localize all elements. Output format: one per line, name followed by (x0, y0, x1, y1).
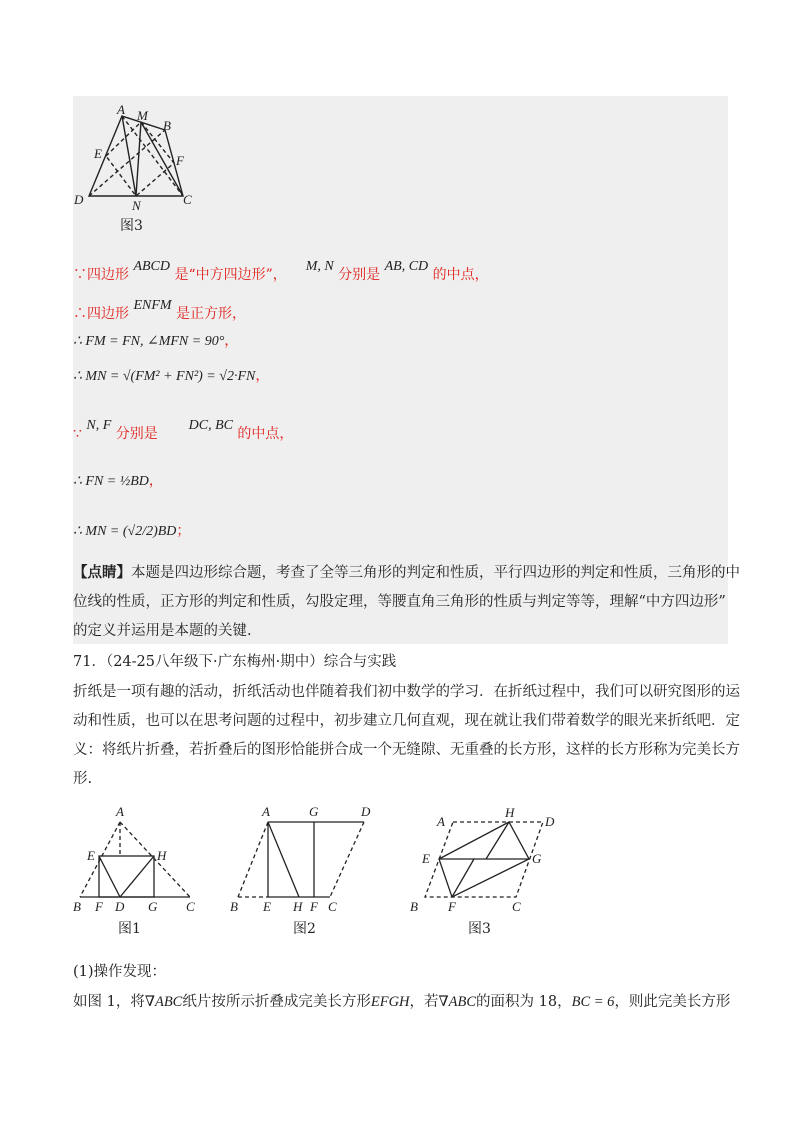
fig1-label-B: B (73, 899, 81, 914)
intro-line-1: 折纸是一项有趣的活动，折纸活动也伴随着我们初中数学的学习．在折纸过程中，我们可以研究图形的运 (73, 684, 740, 700)
intro-line-4: 形. (73, 771, 93, 787)
problem-figure-3 (405, 800, 570, 915)
fig2-label-E: E (263, 899, 271, 914)
fig3-label-F: F (448, 899, 456, 914)
fig3-label-G: G (532, 851, 542, 866)
fig2-label-C: C (328, 899, 337, 914)
fig3-label-A: A (437, 814, 445, 829)
intro-line-2: 动和性质，也可以在思考问题的过程中，初步建立几何直观，现在就让我们带着数学的眼光来折纸吧．定 (73, 713, 740, 729)
comment-line-2: 位线的性质，正方形的判定和性质，勾股定理，等腰直角三角形的性质与判定等等，理解“中方四边形” (73, 594, 726, 610)
comment-paragraph (73, 558, 740, 646)
fig3-label-H: H (505, 805, 515, 820)
comment-line-3: 的定义并运用是本题的关键. (73, 623, 252, 639)
fig2-label-A: A (262, 804, 270, 819)
because-symbol: ∵ (73, 267, 87, 283)
fig3-caption: 图3 (468, 921, 491, 937)
fig2-label-H: H (293, 899, 303, 914)
part1-title: (1)操作发现： (73, 964, 167, 980)
side-ab (238, 822, 268, 897)
comment-line-1: 【点睛】本题是四边形综合题，考查了全等三角形的判定和性质，平行四边形的判定和性质，三角形的中 (73, 564, 740, 581)
problem-header: 71．（24-25八年级下·广东梅州·期中）综合与实践 (73, 654, 397, 670)
side-ac (120, 822, 190, 897)
because-symbol: ∵ (73, 426, 82, 442)
fig3-label-B: B (410, 899, 418, 914)
problem-figure-2 (226, 800, 386, 915)
therefore-symbol: ∴ (73, 306, 87, 322)
side-dc (330, 822, 364, 897)
part1-text: 如图 1，将∇ABC纸片按所示折叠成完美长方形EFGH，若∇ABC的面积为 18，BC = 6，则此完美长方形 (73, 994, 731, 1010)
label-M: M (137, 108, 148, 123)
rect-efgh (99, 856, 154, 897)
diagonal-ac (122, 116, 183, 196)
fig1-label-F: F (95, 899, 103, 914)
fig3-label-E: E (422, 851, 430, 866)
solution-line-4: ∴ MN = √(FM² + FN²) = √2·FN， (73, 368, 270, 384)
solution-line-2: ∴四边形 ENFM 是正方形， (73, 298, 247, 322)
fig2-label-B: B (230, 899, 238, 914)
fig1-label-A: A (116, 804, 124, 819)
fig1-label-H: H (157, 848, 167, 863)
intro-line-3: 义：将纸片折叠，若折叠后的图形恰能拼合成一个无缝隙、无重叠的长方形，这样的长方形称为完美长方 (73, 742, 740, 758)
label-A: A (117, 102, 125, 117)
fold-hd (120, 856, 154, 897)
fig2-label-D: D (361, 804, 371, 819)
solution-line-1: ∵四边形 ABCD 是“中方四边形”， M, N 分别是 AB, CD 的中点， (73, 259, 489, 283)
solution-fig3-caption: 图3 (120, 218, 143, 234)
fig3-label-D: D (545, 814, 555, 829)
segment-mn (136, 122, 141, 196)
solution-line-3: ∴ FM = FN, ∠MFN = 90°， (73, 333, 239, 349)
label-D: D (74, 192, 84, 207)
fold-ah (268, 822, 299, 897)
label-E: E (94, 146, 102, 161)
label-B: B (163, 118, 171, 133)
comment-tag: 【点睛】 (73, 564, 131, 581)
fig1-label-G: G (148, 899, 158, 914)
fig1-label-D: D (115, 899, 125, 914)
problem-figure-1 (68, 800, 208, 915)
segment-an (122, 116, 136, 196)
fig1-label-C: C (186, 899, 195, 914)
fig2-label-F: F (310, 899, 318, 914)
fold-ed (99, 856, 120, 897)
solution-line-7: ∴ MN = (√2/2)BD； (73, 523, 191, 539)
solution-line-6: ∴ FN = ½BD， (73, 473, 163, 489)
fig3-label-C: C (512, 899, 521, 914)
label-C: C (183, 192, 192, 207)
solution-line-5: ∵ N, F 分别是 DC, BC 的中点， (73, 418, 294, 442)
fig1-caption: 图1 (118, 921, 141, 937)
label-N: N (132, 198, 141, 213)
diagonal-bd (89, 130, 165, 196)
fig1-label-E: E (87, 848, 95, 863)
label-F: F (176, 153, 184, 168)
fig2-caption: 图2 (293, 921, 316, 937)
problem-intro (73, 678, 740, 794)
fig2-label-G: G (309, 804, 319, 819)
